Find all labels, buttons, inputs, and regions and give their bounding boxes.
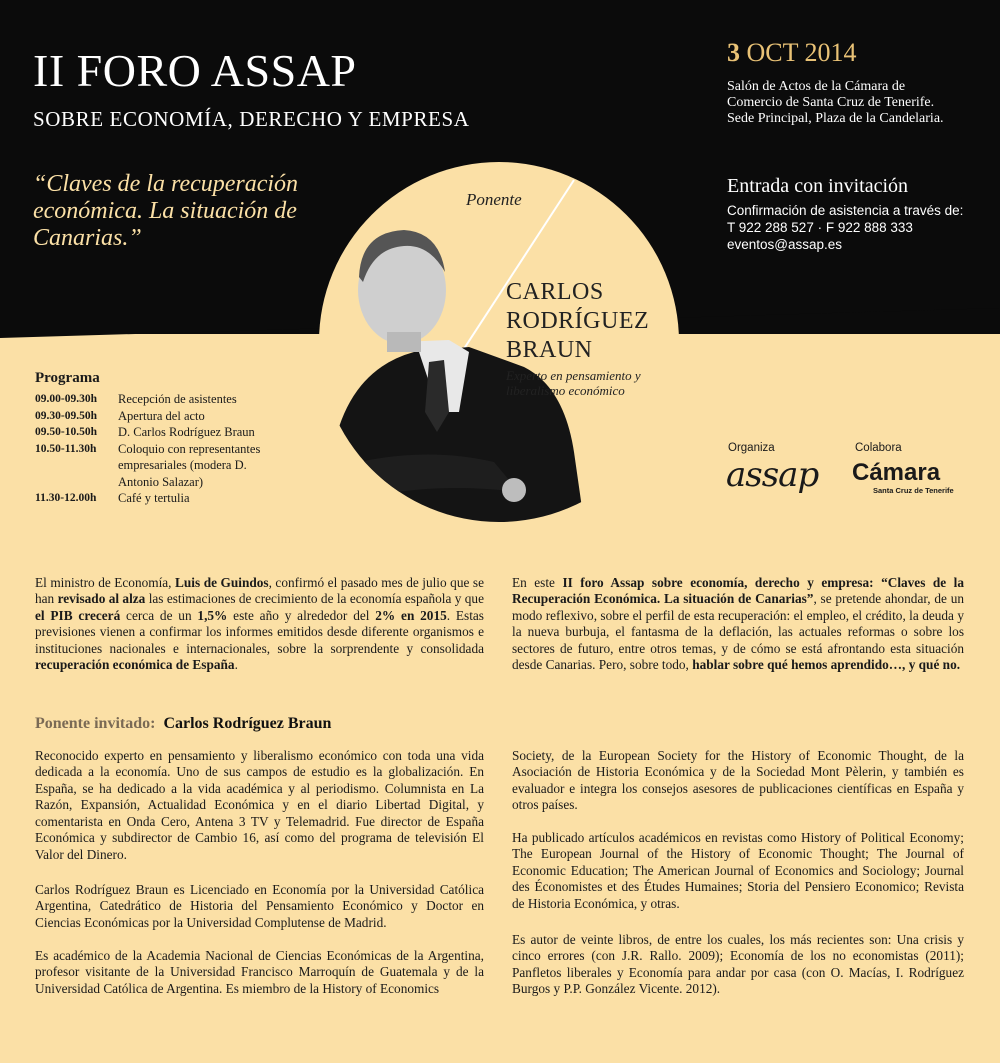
contact-line: Confirmación de asistencia a través de: [727, 203, 964, 218]
speaker-name-line: BRAUN [506, 336, 593, 363]
entrada-heading: Entrada con invitación [727, 175, 909, 197]
bio-paragraph: Society, de la European Society for the History of Economic Thought, de la Asociación de Historia Económica y de la Sociedad Mont Pèlerin, y también es evaluador e integra los consejos asesores de publicaciones científicas en España y otros países. [512, 748, 964, 813]
programa-row [35, 391, 288, 408]
event-quote: “Claves de la recuperación económica. La situación de Canarias.” [33, 171, 299, 251]
colabora-label: Colabora [855, 442, 902, 454]
venue-line: Comercio de Santa Cruz de Tenerife. [727, 95, 935, 111]
ponente-invitado-label: Ponente invitado: [35, 715, 156, 732]
programa-activity: Apertura del acto [118, 408, 205, 423]
speaker-role: Experto en pensamiento y liberalismo económico [506, 368, 641, 398]
programa-row [35, 441, 288, 491]
programa-activity: Café y tertulia [118, 491, 190, 505]
ponente-invitado-heading [35, 715, 331, 733]
programa-row [35, 424, 288, 441]
date-day: 3 [727, 38, 740, 67]
camara-logo: Cámara [852, 459, 941, 486]
intro-right: En este II foro Assap sobre economía, derecho y empresa: “Claves de la Recuperación Económica. La situación de Canarias”, se pretende ahondar, de un modo reflexivo, sobre el perfil de esta recuperación: el empleo, el crédito, la deuda y la nueva burbuja, el fantasma de la deflación, las actuales reformas o sobre los sectores de futuro, entre otros temas, y de cómo se está afrontando esta situación desde Canarias. Pero, sobre todo, hablar sobre qué hemos aprendido…, y qué no. [512, 575, 965, 673]
programa-activity: Coloquio con representantes empresariales (modera D. Antonio Salazar) [118, 441, 261, 489]
programa-heading: Programa [35, 370, 100, 386]
camara-logo-sub: Santa Cruz de Tenerife [873, 486, 954, 495]
bio-paragraph: Es académico de la Academia Nacional de Ciencias Económicas de la Argentina, profesor visitante de la Universidad Francisco Marroquín de Guatemala y de la Universidad Católica de Argentina. Es miembro de la History of Economics [35, 948, 484, 996]
programa-time: 09.50-10.50h [35, 426, 97, 438]
page-title: II FORO ASSAP [33, 45, 357, 96]
contact-email[interactable]: eventos@assap.es [727, 236, 843, 252]
venue-line: Salón de Actos de la Cámara de [727, 79, 906, 94]
venue-line: Sede Principal, Plaza de la Candelaria. [727, 111, 944, 127]
page-subtitle: SOBRE ECONOMÍA, DERECHO Y EMPRESA [33, 107, 470, 131]
speaker-name-line: RODRÍGUEZ [506, 307, 650, 334]
contact-info [727, 203, 963, 254]
speaker-name [506, 278, 649, 364]
programa-time: 09.30-09.50h [35, 409, 97, 422]
programa-time: 10.50-11.30h [35, 442, 97, 455]
programa-row [35, 490, 288, 507]
bio-paragraph: Reconocido experto en pensamiento y liberalismo económico con toda una vida dedicada a la economía. Uno de sus campos de estudio es la globalización. En España, se ha dedicado a la vida académica y al periodismo. Columnista en La Razón, Expansión, Actualidad Económica y en el diario Libertad Digital, y comentarista en Onda Cero, Antena 3 TV y Telemadrid. Fue director de España Económica y subdirector de Cambio 16, así como del programa de televisión El Valor del Dinero. [35, 748, 484, 862]
programa-time: 09.00-09.30h [35, 393, 97, 405]
venue [727, 79, 987, 127]
date-rest: OCT 2014 [740, 38, 857, 67]
ponente-invitado-name: Carlos Rodríguez Braun [163, 715, 332, 732]
programa-row [35, 408, 288, 425]
assap-logo: assap [726, 455, 819, 495]
programa-time: 11.30-12.00h [35, 492, 97, 504]
event-date [727, 38, 857, 68]
organiza-label: Organiza [728, 442, 775, 454]
programa-activity: D. Carlos Rodríguez Braun [118, 425, 255, 439]
ponente-label: Ponente [466, 190, 522, 209]
contact-phone: T 922 288 527 · F 922 888 333 [727, 219, 913, 235]
intro-left: El ministro de Economía, Luis de Guindos, confirmó el pasado mes de julio que se han revisado al alza las estimaciones de crecimiento de la economía española y que el PIB crecerá cerca de un 1,5% este año y alrededor del 2% en 2015. Estas previsiones vienen a confirmar los informes emitidos desde diferente organismos e instituciones nacionales e internacionales, sobre la sorprendente y consolidada recuperación económica de España. [35, 575, 484, 673]
programa-activity: Recepción de asistentes [118, 392, 237, 406]
bio-paragraph: Es autor de veinte libros, de entre los cuales, los más recientes son: Una crisis y cinco errores (con J.R. Rallo. 2009); Economía de los no economistas (2011); Panfletos liberales y Economía para andar por casa (con O. Macías, I. Rodríguez Burgos y P.P. González Vicente. 2012). [512, 932, 964, 997]
programa [35, 370, 288, 507]
bio-paragraph: Carlos Rodríguez Braun es Licenciado en Economía por la Universidad Católica Argentina, Catedrático de Historia del Pensamiento Económico y Doctor en Ciencias Económicas por la Universidad Complutense de Madrid. [35, 882, 484, 930]
bio-paragraph: Ha publicado artículos académicos en revistas como History of Political Economy; The European Journal of the History of Economic Thought; The Journal of Economic Education; The American Journal of Economics and Sociology; Journal des Économistes et des Études Humaines; Storia del Pensiero Economico; Revista de Historia Económica, y otras. [512, 830, 964, 911]
speaker-name-line: CARLOS [506, 279, 604, 305]
